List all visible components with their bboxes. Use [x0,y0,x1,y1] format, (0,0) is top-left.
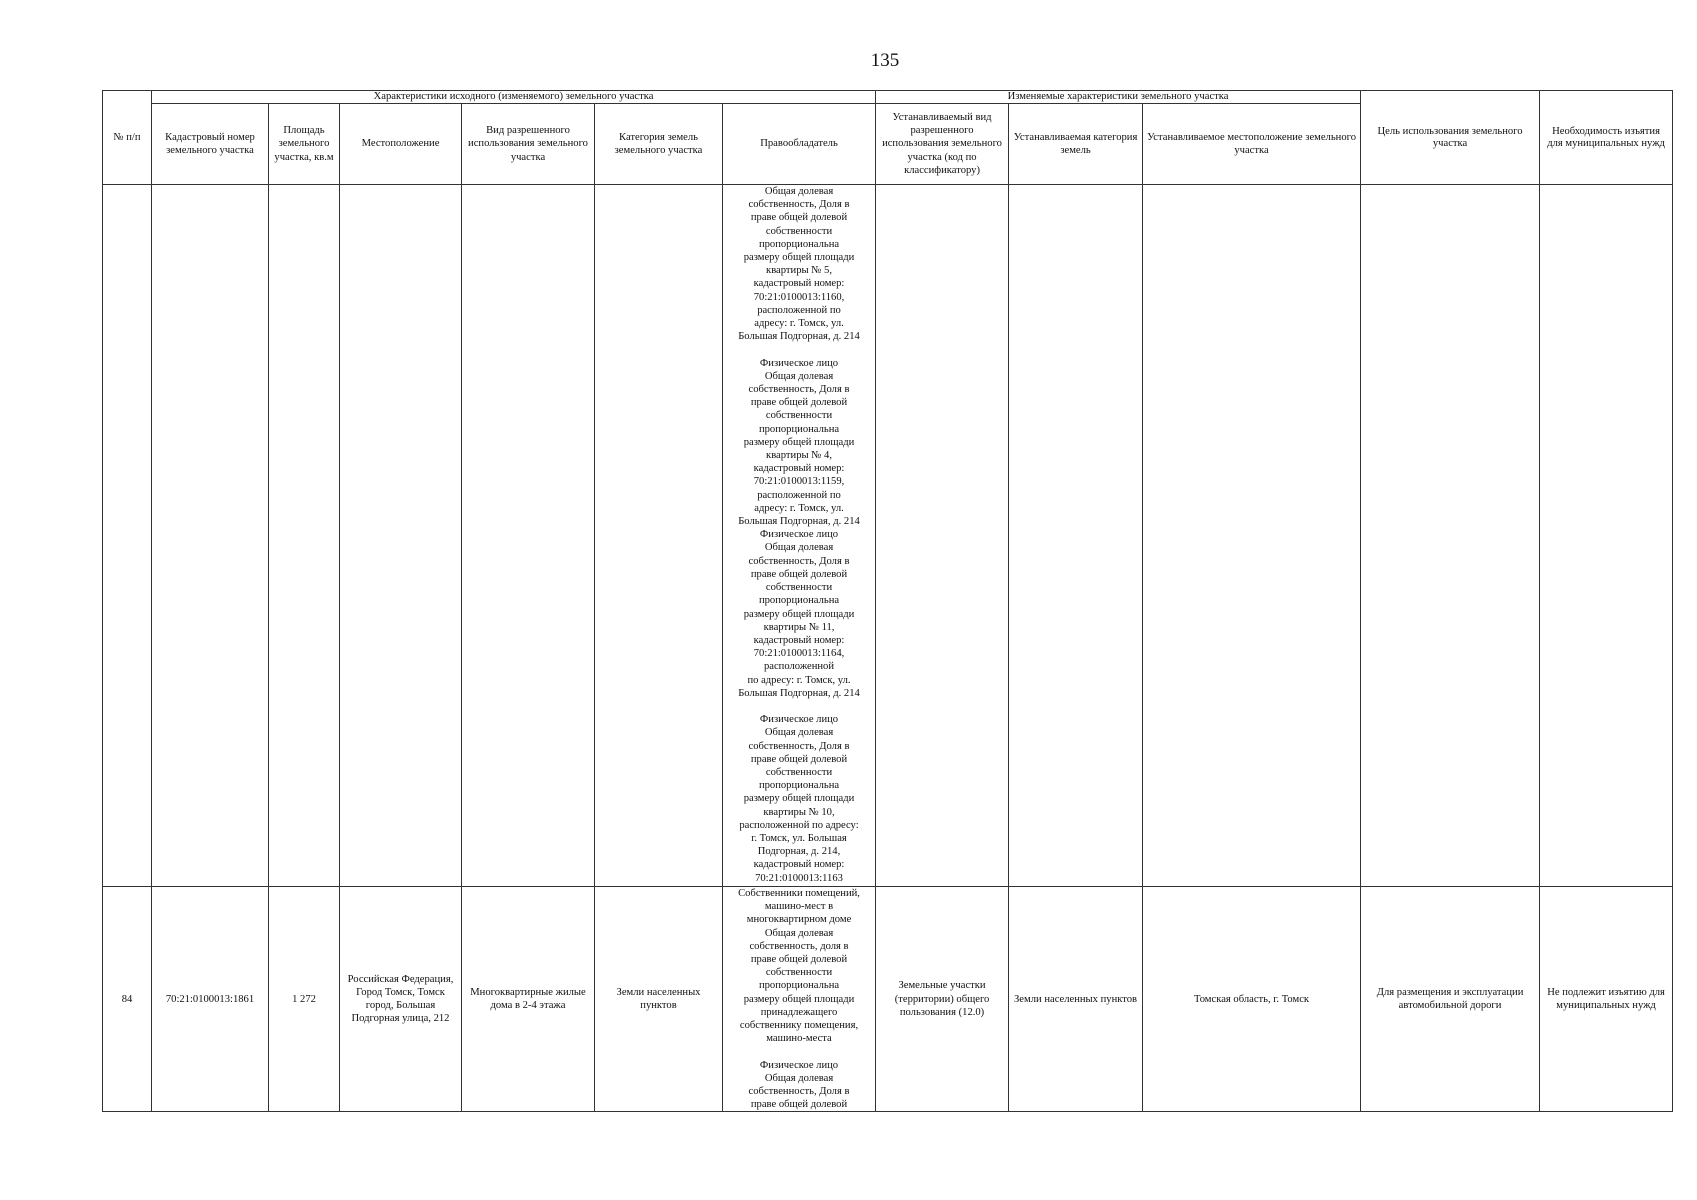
cell-new-location [1143,185,1361,887]
col-header-owner: Правообладатель [723,104,876,185]
group-header-changed: Изменяемые характеристики земельного участка [876,91,1361,104]
cell-owner: Собственники помещений, машино-мест в многоквартирном доме Общая долевая собственность, доля в праве общей долевой собственности пропорциональна размеру общей площади принадлежащего собственнику помещения, машино-места Физическое лицо Общая долевая собственность, Доля в праве общей долевой [723,887,876,1112]
col-header-category: Категория земель земельного участка [595,104,723,185]
col-header-location: Местоположение [340,104,462,185]
cell-area: 1 272 [269,887,340,1112]
col-header-new-location: Устанавливаемое местоположение земельного участка [1143,104,1361,185]
col-header-use: Вид разрешенного использования земельного участка [462,104,595,185]
cell-num [103,185,152,887]
col-header-purpose: Цель использования земельного участка [1361,91,1540,185]
col-header-necessity: Необходимость изъятия для муниципальных нужд [1540,91,1673,185]
cell-num: 84 [103,887,152,1112]
cell-cadastral: 70:21:0100013:1861 [152,887,269,1112]
cell-new-location: Томская область, г. Томск [1143,887,1361,1112]
cell-use [462,185,595,887]
cell-category: Земли населенных пунктов [595,887,723,1112]
cell-purpose: Для размещения и эксплуатации автомобильной дороги [1361,887,1540,1112]
col-header-num: № п/п [103,91,152,185]
cell-necessity [1540,185,1673,887]
col-header-new-category: Устанавливаемая категория земель [1009,104,1143,185]
cell-use: Многоквартирные жилые дома в 2-4 этажа [462,887,595,1112]
cell-area [269,185,340,887]
cell-necessity: Не подлежит изъятию для муниципальных нужд [1540,887,1673,1112]
col-header-new-use: Устанавливаемый вид разрешенного использования земельного участка (код по классификатору) [876,104,1009,185]
cell-new-use [876,185,1009,887]
col-header-area: Площадь земельного участка, кв.м [269,104,340,185]
cell-location [340,185,462,887]
group-header-source: Характеристики исходного (изменяемого) земельного участка [152,91,876,104]
col-header-cadastral: Кадастровый номер земельного участка [152,104,269,185]
page-number: 135 [870,50,900,71]
cell-purpose [1361,185,1540,887]
land-plots-table [102,90,1673,1112]
cell-owner: Общая долевая собственность, Доля в праве общей долевой собственности пропорциональна размеру общей площади квартиры № 5, кадастровый номер: 70:21:0100013:1160, расположенной по адресу: г. Томск, ул. Большая Подгорная, д. 214 Физическое лицо Общая долевая собственность, Доля в праве общей долевой собственности пропорциональна размеру общей площади квартиры № 4, кадастровый номер: 70:21:0100013:1159, расположенной по адресу: г. Томск, ул. Большая Подгорная, д. 214 Физическое лицо Общая долевая собственность, Доля в праве общей долевой собственности пропорциональна размеру общей площади квартиры № 11, кадастровый номер: 70:21:0100013:1164, расположенной по адресу: г. Томск, ул. Большая Подгорная, д. 214 Физическое лицо Общая долевая собственность, Доля в праве общей долевой собственности пропорциональна размеру общей площади квартиры № 10, расположенной по адресу: г. Томск, ул. Большая Подгорная, д. 214, кадастровый номер: 70:21:0100013:1163 [723,185,876,887]
cell-new-category: Земли населенных пунктов [1009,887,1143,1112]
cell-new-use: Земельные участки (территории) общего пользования (12.0) [876,887,1009,1112]
cell-location: Российская Федерация, Город Томск, Томск город, Большая Подгорная улица, 212 [340,887,462,1112]
cell-cadastral [152,185,269,887]
table-row-84 [103,887,1673,1112]
cell-new-category [1009,185,1143,887]
header-group-row [103,91,1673,104]
cell-category [595,185,723,887]
table-row-continuation [103,185,1673,887]
